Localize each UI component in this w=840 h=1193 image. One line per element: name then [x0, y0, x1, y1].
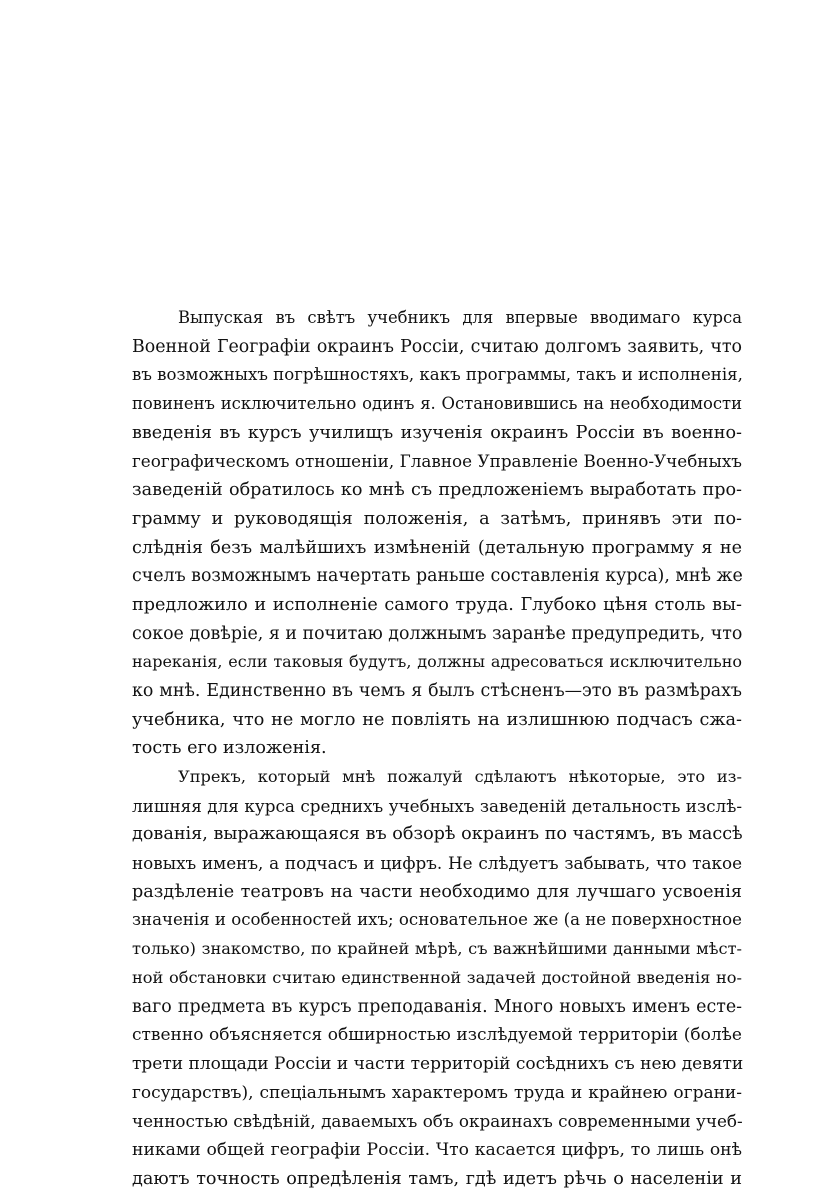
paragraph-1 [132, 304, 742, 763]
text-line: новыхъ именъ, а подчасъ и цифръ. Не слѣдуетъ забывать, что такое [132, 853, 742, 874]
text-line: ко мнѣ. Единственно въ чемъ я былъ стѣсненъ—это въ размѣрахъ [132, 680, 742, 701]
text-line: значенія и особенностей ихъ; основательное же (а не поверхностное [132, 910, 742, 930]
text-line: слѣднія безъ малѣйшихъ измѣненій (детальную программу я не [132, 537, 742, 558]
text-line: дованія, выражающаяся въ обзорѣ окраинъ по частямъ, въ массѣ [132, 824, 743, 845]
text-line: никами общей географіи Россіи. Что касается цифръ, то лишь онѣ [132, 1139, 742, 1160]
text-line: лишняя для курса среднихъ учебныхъ заведеній детальность изслѣ- [132, 795, 742, 816]
text-line: сокое довѣріе, я и почитаю должнымъ заранѣе предупредить, что [132, 623, 743, 644]
text-line: даютъ точность опредѣленія тамъ, гдѣ идетъ рѣчь о населеніи и [132, 1168, 742, 1189]
text-line: трети площади Россіи и части территорій сосѣднихъ съ нею девяти [132, 1053, 744, 1074]
text-line: географическомъ отношеніи, Главное Управленіе Военно-Учебныхъ [132, 451, 742, 472]
text-line: повиненъ исключительно одинъ я. Остановившись на необходимости [132, 394, 742, 414]
preface-text [132, 304, 742, 1193]
text-line: ственно объясняется обширностью изслѣдуемой территоріи (болѣе [132, 1025, 742, 1046]
text-line: учебника, что не могло не повліять на излишнюю подчасъ сжа- [132, 709, 742, 730]
text-line: введенія въ курсъ училищъ изученія окраинъ Россіи въ военно- [132, 422, 742, 443]
text-line: ваго предмета въ курсъ преподаванія. Много новыхъ именъ есте- [132, 996, 742, 1017]
text-line: въ возможныхъ погрѣшностяхъ, какъ программы, такъ и исполненія, [132, 365, 743, 385]
text-line: грамму и руководящія положенія, а затѣмъ, принявъ эти по- [132, 508, 742, 529]
text-line: ченностью свѣдѣній, даваемыхъ объ окраинахъ современными учеб- [132, 1111, 743, 1132]
paragraph-2 [132, 763, 742, 1193]
text-line: государствъ), спеціальнымъ характеромъ труда и крайнею ограни- [132, 1082, 742, 1103]
text-line: раздѣленіе театровъ на части необходимо для лучшаго усвоенія [132, 881, 742, 902]
text-line: предложило и исполненіе самого труда. Глубоко цѣня столь вы- [132, 594, 742, 615]
text-line: ной обстановки считаю единственной задачей достойной введенія но- [132, 967, 742, 987]
text-line: Упрекъ, который мнѣ пожалуй сдѣлаютъ нѣкоторые, это из- [178, 767, 742, 786]
text-line: нареканія, если таковыя будутъ, должны адресоваться исключительно [132, 652, 742, 672]
text-line: только) знакомство, по крайней мѣрѣ, съ важнѣйшими данными мѣст- [132, 939, 742, 959]
text-line: Выпуская въ свѣтъ учебникъ для впервые вводимаго курса [178, 308, 742, 327]
text-line: счелъ возможнымъ начертать раньше составленія курса), мнѣ же [132, 566, 743, 587]
text-line: Военной Географіи окраинъ Россіи, считаю долгомъ заявить, что [132, 336, 742, 357]
text-line: заведеній обратилось ко мнѣ съ предложеніемъ выработать про- [132, 480, 742, 501]
text-line: тость его изложенія. [132, 738, 327, 759]
